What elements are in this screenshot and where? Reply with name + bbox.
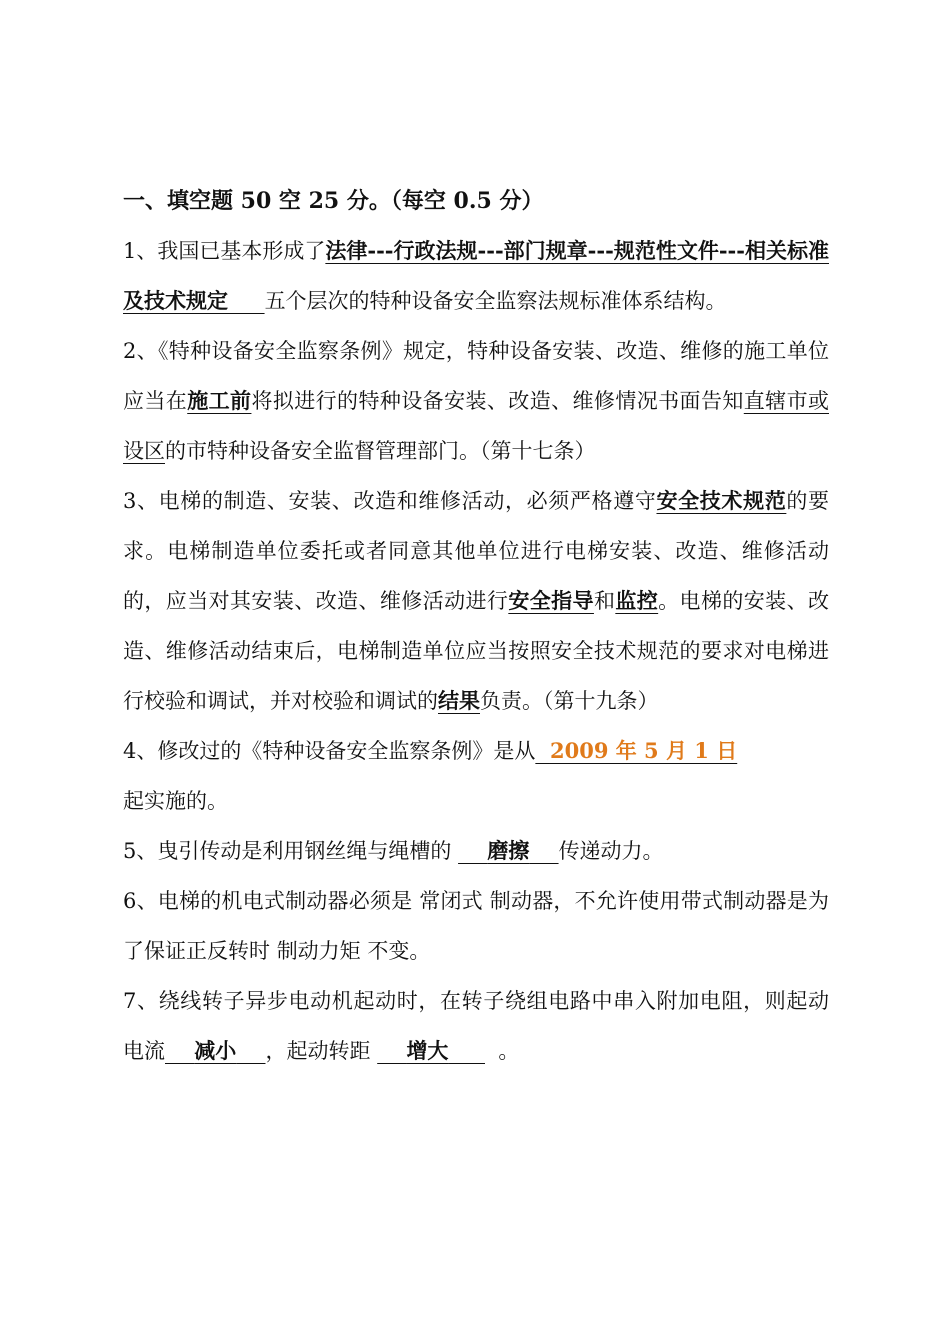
q1-prefix: 1、我国已基本形成了	[123, 239, 326, 263]
q1-suffix: 五个层次的特种设备安全监察法规标准体系结构。	[264, 289, 727, 313]
q7-prefix: 7、绕线转子异步电动机起动时，在转子绕组电路中串入附加电阻，则起动电流	[123, 989, 829, 1063]
q7-answer-2: 增大	[406, 1038, 449, 1063]
q7-middle: ，起动转距	[265, 1039, 371, 1063]
q3-answer-1: 安全技术规范	[656, 488, 787, 513]
q3-answer-2: 安全指导	[508, 588, 594, 613]
q3-answer-3: 监控	[615, 588, 659, 613]
q4-answer: 2009 年 5 月 1 日	[549, 738, 738, 763]
q6-answer-1: 常闭式	[419, 889, 483, 913]
question-3	[123, 476, 829, 726]
q7-suffix: 。	[498, 1039, 520, 1063]
q2-prefix: 2、《特种设备安全监察条例》规定，特种设备安装、改造、维修的施工单位应当在	[123, 339, 829, 413]
q6-middle: 制动器，不允许使用带式制动器是为了保证正反转时	[123, 889, 829, 963]
question-6	[123, 876, 829, 976]
q3-suffix: 负责。（第十九条）	[480, 689, 659, 713]
q6-answer-2: 制动力矩	[276, 939, 361, 963]
q2-suffix: 的市特种设备安全监督管理部门。（第十七条）	[165, 439, 596, 463]
q5-suffix: 传递动力。	[558, 839, 664, 863]
q2-answer-2: 直辖市或设区	[123, 389, 829, 463]
q5-prefix: 5、曳引传动是利用钢丝绳与绳槽的	[123, 839, 452, 863]
q3-part-2: 的要求。电梯制造单位委托或者同意其他单位进行电梯安装、改造、维修活动的，应当对其安装、改造、维修活动进行	[123, 489, 830, 613]
q6-prefix: 6、电梯的机电式制动器必须是	[123, 889, 413, 913]
question-7	[123, 976, 829, 1076]
q3-answer-4: 结果	[438, 688, 480, 713]
q7-answer-1: 减小	[194, 1038, 237, 1063]
section-heading: 一、填空题 50 空 25 分。（每空 0.5 分）	[123, 188, 544, 214]
q2-middle: 将拟进行的特种设备安装、改造、维修情况书面告知	[251, 389, 744, 413]
document-content	[123, 178, 829, 1076]
q3-prefix: 3、电梯的制造、安装、改造和维修活动，必须严格遵守	[123, 489, 657, 513]
question-4	[123, 726, 829, 826]
q2-answer-1: 施工前	[187, 388, 252, 413]
question-5	[123, 826, 829, 876]
q4-prefix: 4、修改过的《特种设备安全监察条例》是从	[123, 739, 536, 763]
q6-suffix: 不变。	[367, 939, 431, 963]
q3-part-3: 和	[593, 589, 616, 613]
q5-answer: 磨擦	[487, 838, 530, 863]
q1-answer: 法律---行政法规---部门规章---规范性文件---相关标准及技术规定	[123, 238, 829, 313]
question-1	[123, 226, 829, 326]
q3-part-4: 。电梯的安装、改造、维修活动结束后，电梯制造单位应当按照安全技术规范的要求对电梯进行校验和调试，并对校验和调试的	[123, 589, 829, 713]
q4-suffix: 起实施的。	[123, 789, 228, 813]
question-2	[123, 326, 829, 476]
